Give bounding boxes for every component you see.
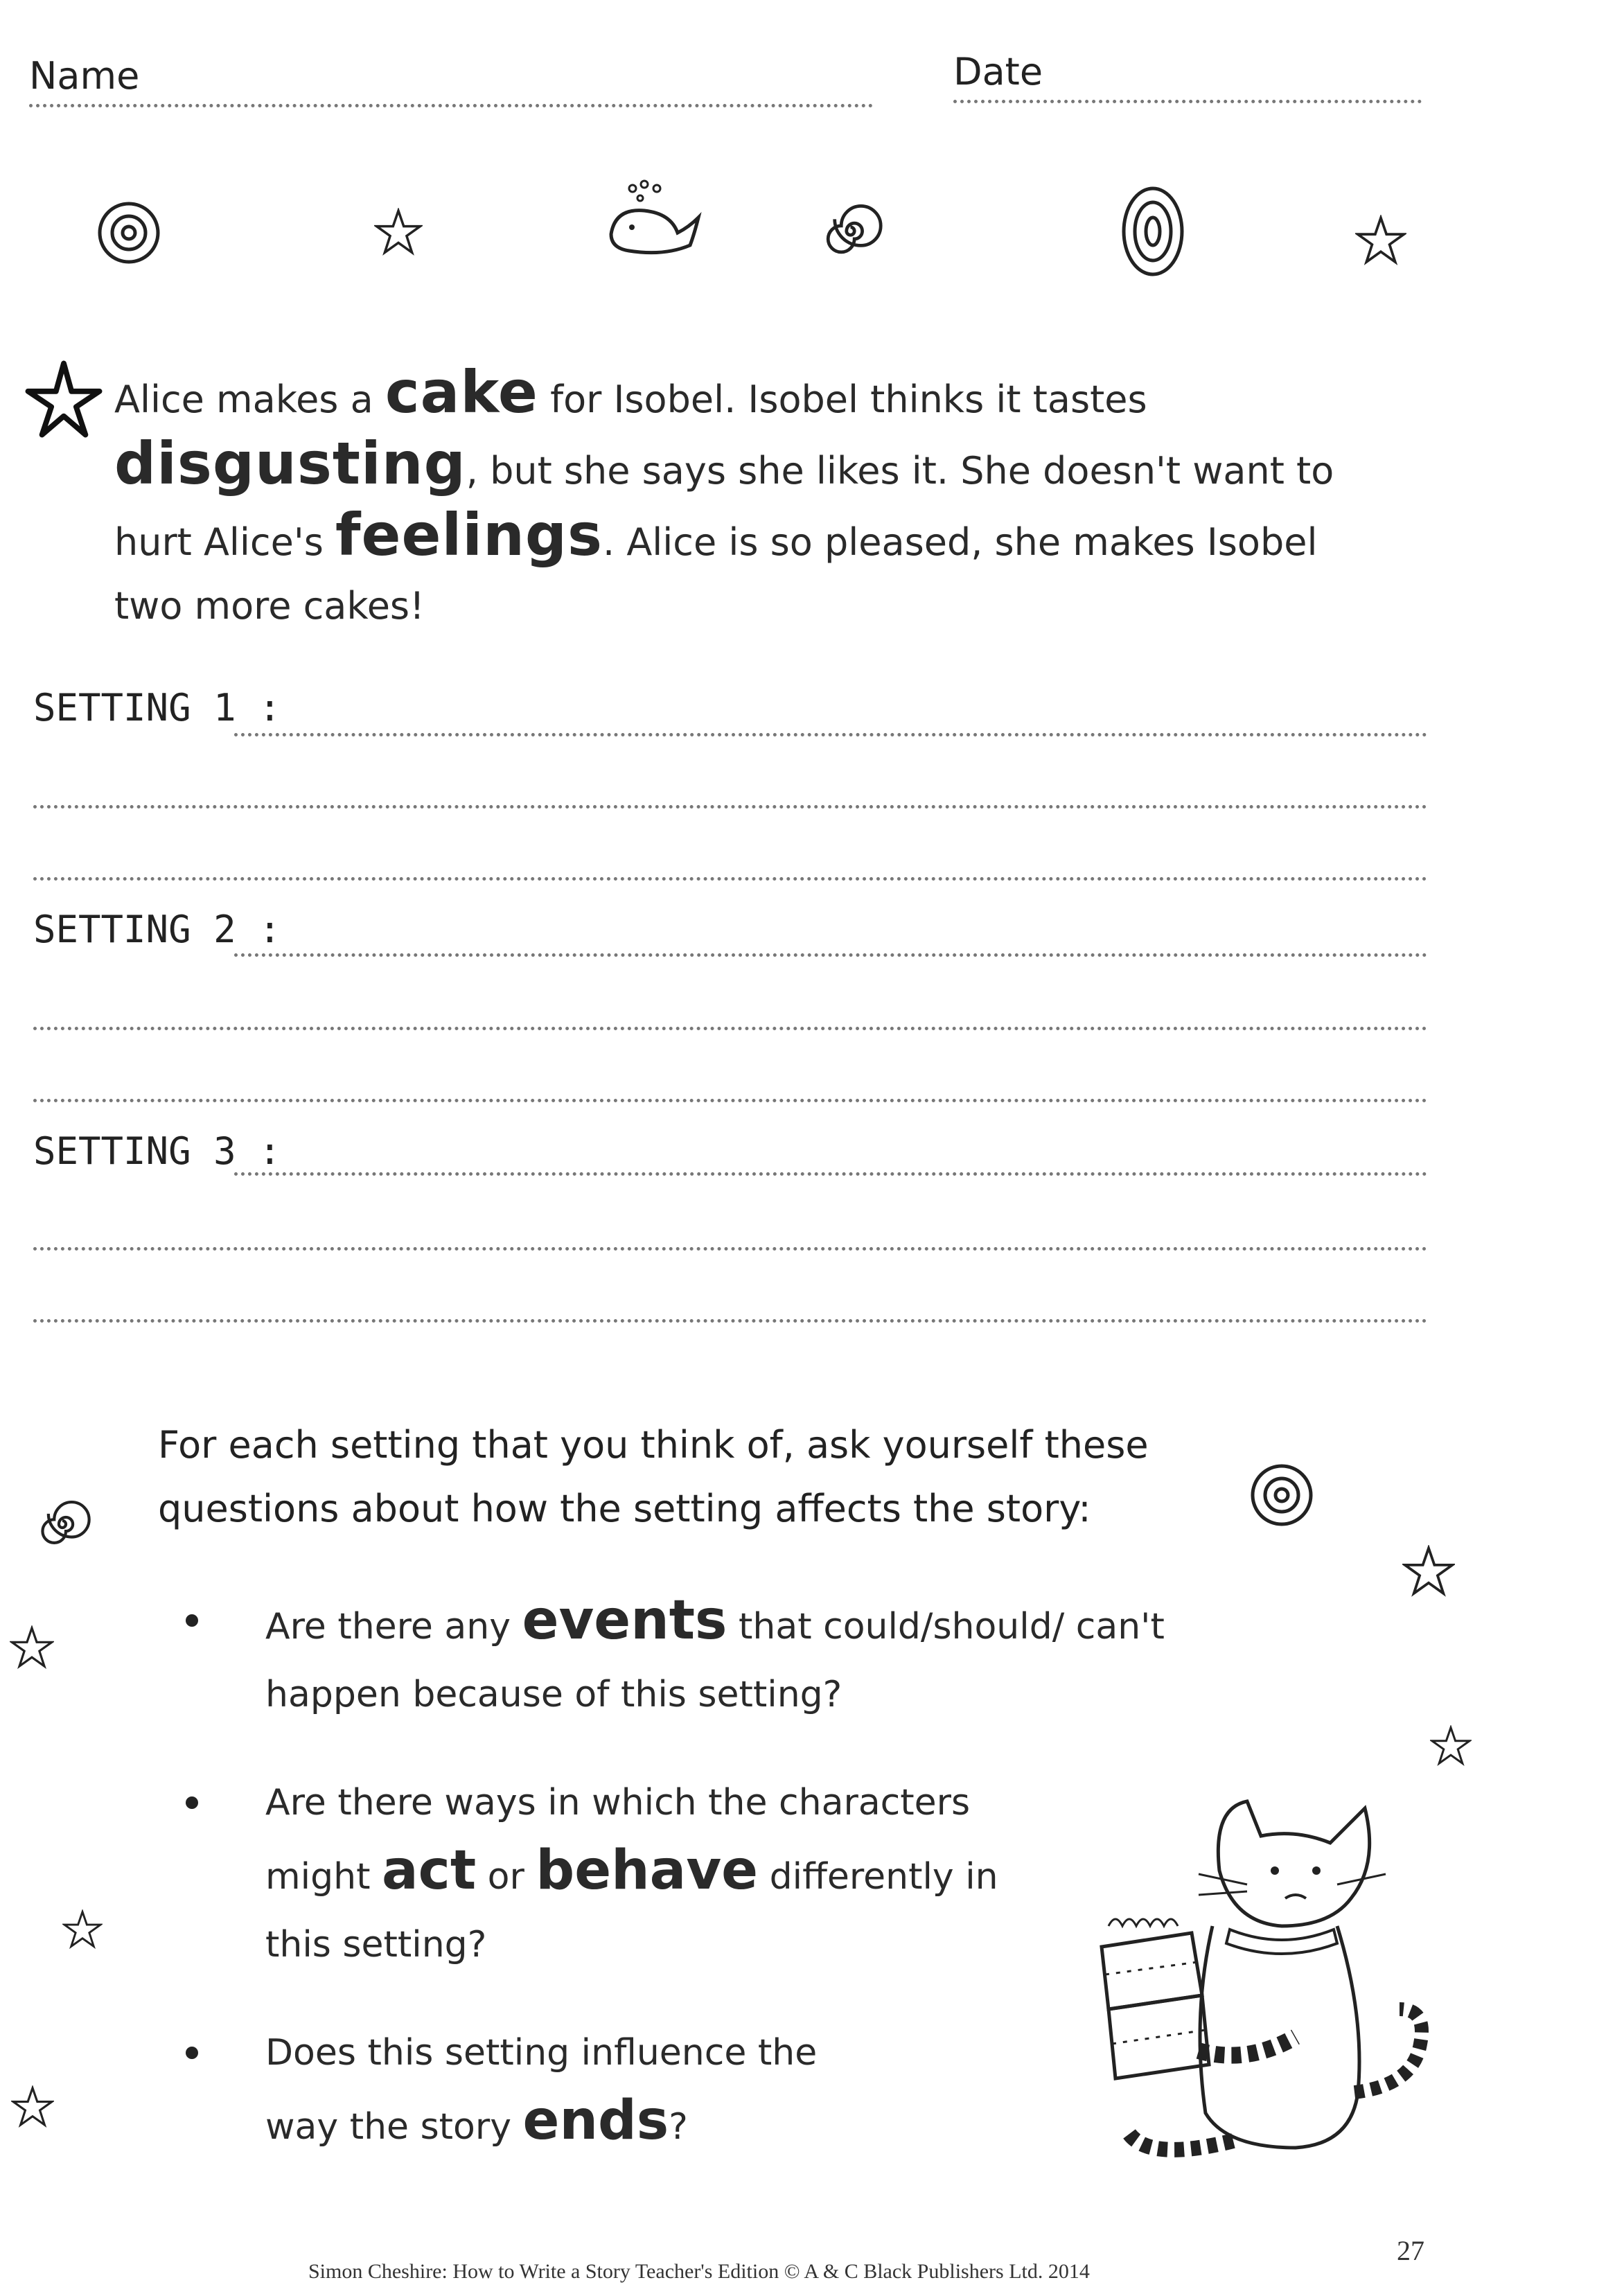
star-icon xyxy=(374,208,423,256)
date-field-line[interactable] xyxy=(953,100,1422,103)
setting-1-line-2[interactable] xyxy=(33,805,1427,809)
setting-3-line-1[interactable] xyxy=(234,1172,1427,1176)
setting-1-line-1[interactable] xyxy=(234,733,1427,736)
star-icon xyxy=(11,2085,54,2128)
target-icon xyxy=(94,198,164,267)
bullet-dot xyxy=(186,2047,198,2059)
setting-2-line-3[interactable] xyxy=(33,1099,1427,1102)
oval-target-icon xyxy=(1118,183,1188,280)
bold-star-icon xyxy=(25,360,103,438)
target-icon xyxy=(1247,1460,1316,1530)
emphasis-disgusting: disgusting xyxy=(114,430,466,497)
emphasis-act: act xyxy=(381,1839,477,1902)
spiral-icon xyxy=(818,198,883,264)
setting-questions-intro: For each setting that you think of, ask yourself these questions about how the setting affects the story: xyxy=(158,1423,1149,1530)
question-item: Does this setting influence the way the story ends? xyxy=(186,2019,889,2161)
name-label: Name xyxy=(29,54,140,98)
setting-1-label: SETTING 1 : xyxy=(33,686,281,730)
setting-3-line-2[interactable] xyxy=(33,1247,1427,1251)
star-icon xyxy=(1430,1725,1472,1767)
star-icon xyxy=(1402,1545,1455,1598)
star-icon xyxy=(1355,215,1406,266)
spiral-icon xyxy=(33,1495,91,1553)
setting-2-line-1[interactable] xyxy=(234,953,1427,957)
star-icon xyxy=(62,1909,103,1950)
date-label: Date xyxy=(953,50,1043,94)
setting-2-line-2[interactable] xyxy=(33,1027,1427,1030)
name-field-line[interactable] xyxy=(29,104,873,107)
question-item: Are there ways in which the characters might act or behave differently in this setting? xyxy=(186,1769,1027,1979)
bullet-dot xyxy=(186,1796,198,1809)
setting-3-label: SETTING 3 : xyxy=(33,1129,281,1173)
page-number: 27 xyxy=(1397,2235,1424,2266)
whale-icon xyxy=(601,179,705,262)
question-list xyxy=(186,1587,1225,2161)
emphasis-ends: ends xyxy=(522,2090,669,2152)
cat-with-cake-illustration xyxy=(1088,1787,1490,2175)
question-item: Are there any events that could/should/ can't happen because of this setting? xyxy=(186,1587,1225,1729)
bullet-dot xyxy=(186,1614,198,1627)
emphasis-cake: cake xyxy=(385,358,538,426)
copyright-footer: Simon Cheshire: How to Write a Story Teacher's Edition © A & C Black Publishers Ltd. 2014 xyxy=(308,2260,1090,2283)
star-icon xyxy=(10,1625,54,1670)
setting-3-line-3[interactable] xyxy=(33,1319,1427,1323)
emphasis-feelings: feelings xyxy=(335,501,603,569)
emphasis-behave: behave xyxy=(536,1839,759,1902)
setting-2-label: SETTING 2 : xyxy=(33,908,281,951)
story-summary: Alice makes a cake for Isobel. Isobel thinks it tastes disgusting, but she says she likes it. She doesn't want to hurt Alice's feelings. Alice is so pleased, she makes Isobel two more cakes! xyxy=(114,358,1334,628)
emphasis-events: events xyxy=(522,1589,727,1652)
setting-1-line-3[interactable] xyxy=(33,877,1427,881)
